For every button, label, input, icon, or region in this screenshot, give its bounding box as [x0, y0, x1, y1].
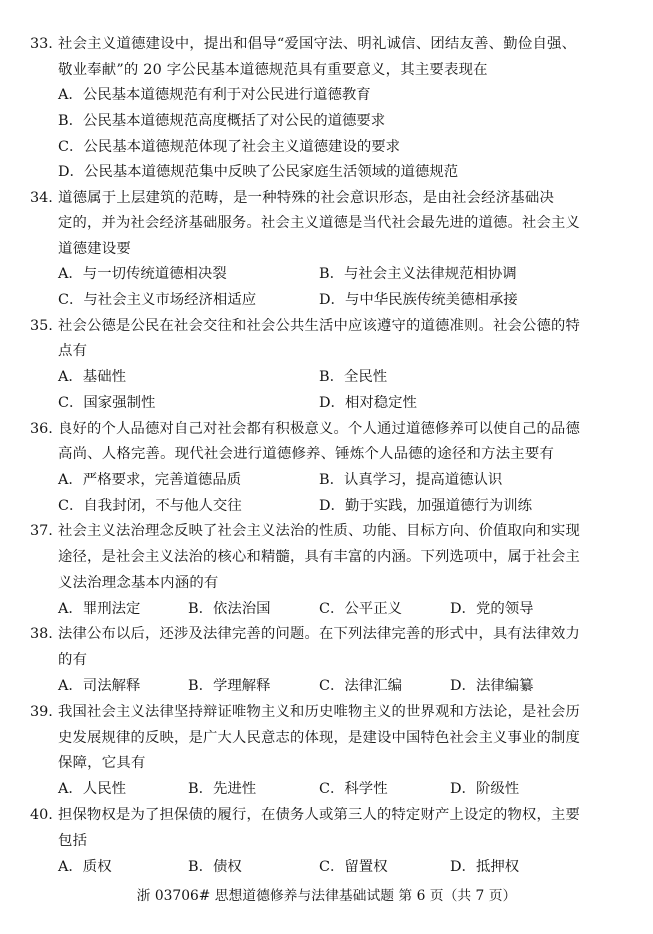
- option-a: [58, 676, 140, 696]
- option-letter: C．: [319, 678, 345, 694]
- option-text: 抵押权: [475, 859, 520, 875]
- option-text: 公民基本道德规范高度概括了对公民的道德要求: [82, 113, 386, 129]
- option-text: 勤于实践，加强道德行为训练: [344, 498, 533, 514]
- option-text: 阶级性: [475, 781, 520, 797]
- option-b: [188, 599, 271, 619]
- question-number: 33.: [30, 36, 53, 52]
- question-number: 38.: [30, 626, 53, 642]
- option-text: 罪刑法定: [82, 601, 141, 617]
- option-letter: A．: [58, 87, 83, 103]
- option-text: 国家强制性: [83, 395, 156, 411]
- option-letter: B．: [188, 601, 213, 617]
- option-d: [58, 162, 458, 182]
- option-d: [450, 599, 534, 619]
- option-c: [319, 857, 388, 877]
- question-stem-line: 敬业奉献”的 20 字公民基本道德规范具有重要意义，其主要表现在: [58, 62, 488, 78]
- option-letter: D．: [450, 859, 476, 875]
- option-letter: D．: [319, 498, 345, 514]
- option-c: [319, 779, 388, 799]
- question-stem-line: 社会主义道德建设中，提出和倡导“爱国守法、明礼诚信、团结友善、勤俭自强、: [58, 36, 577, 52]
- question-stem-line: 义法治理念基本内涵的有: [58, 575, 219, 591]
- option-text: 留置权: [344, 859, 388, 875]
- option-letter: B．: [188, 859, 213, 875]
- option-text: 学理解释: [212, 678, 271, 694]
- option-letter: B．: [319, 472, 344, 488]
- option-letter: B．: [58, 113, 83, 129]
- option-letter: C．: [319, 859, 345, 875]
- option-text: 依法治国: [212, 601, 271, 617]
- option-c: [58, 496, 242, 516]
- option-b: [188, 779, 256, 799]
- question-stem-line: 史发展规律的反映，是广大人民意志的体现，是建设中国特色社会主义事业的制度: [58, 730, 580, 746]
- option-text: 相对稳定性: [344, 395, 417, 411]
- option-text: 公民基本道德规范集中反映了公民家庭生活领域的道德规范: [83, 164, 459, 180]
- option-b: [188, 676, 271, 696]
- question-number: 40.: [30, 807, 53, 823]
- option-letter: B．: [188, 781, 213, 797]
- option-text: 质权: [82, 859, 112, 875]
- option-text: 先进性: [212, 781, 257, 797]
- page-footer: 浙 03706# 思想道德修养与法律基础试题 第 6 页（共 7 页）: [136, 888, 517, 904]
- option-text: 公平正义: [344, 601, 402, 617]
- option-c: [319, 676, 402, 696]
- option-text: 与社会主义市场经济相适应: [83, 292, 257, 308]
- option-c: [58, 393, 155, 413]
- option-letter: D．: [58, 164, 84, 180]
- question-number: 34.: [30, 190, 53, 206]
- option-text: 债权: [212, 859, 242, 875]
- option-letter: C．: [58, 395, 84, 411]
- option-text: 自我封闭，不与他人交往: [83, 498, 242, 514]
- option-d: [319, 393, 417, 413]
- question-stem-line: 道德属于上层建筑的范畴，是一种特殊的社会意识形态，是由社会经济基础决: [58, 190, 555, 206]
- question-stem-line: 包括: [58, 833, 88, 849]
- option-letter: A．: [58, 472, 83, 488]
- question-number: 36.: [30, 421, 53, 437]
- question-stem-line: 途径，是社会主义法治的核心和精髓，具有丰富的内涵。下列选项中，属于社会主: [58, 549, 580, 565]
- question-stem-line: 良好的个人品德对自己对社会都有积极意义。个人通过道德修养可以使自己的品德: [58, 421, 580, 437]
- option-text: 基础性: [82, 369, 126, 385]
- question-number: 39.: [30, 704, 53, 720]
- option-b: [188, 857, 242, 877]
- option-letter: A．: [58, 781, 83, 797]
- question-number: 35.: [30, 318, 53, 334]
- option-letter: D．: [319, 292, 345, 308]
- question-stem-line: 的有: [58, 652, 88, 668]
- option-letter: D．: [450, 678, 476, 694]
- option-d: [450, 779, 519, 799]
- option-text: 与中华民族传统美德相承接: [344, 292, 518, 308]
- option-letter: A．: [58, 859, 83, 875]
- option-a: [58, 85, 371, 105]
- option-letter: A．: [58, 601, 83, 617]
- option-text: 科学性: [344, 781, 388, 797]
- option-letter: B．: [319, 266, 344, 282]
- question-stem-line: 法律公布以后，还涉及法律完善的问题。在下列法律完善的形式中，具有法律效力: [58, 626, 580, 642]
- option-text: 与社会主义法律规范相协调: [343, 266, 517, 282]
- option-text: 公民基本道德规范有利于对公民进行道德教育: [82, 87, 371, 103]
- option-text: 严格要求，完善道德品质: [82, 472, 242, 488]
- option-text: 与一切传统道德相决裂: [82, 266, 227, 282]
- option-letter: A．: [58, 369, 83, 385]
- option-text: 认真学习，提高道德认识: [343, 472, 503, 488]
- option-letter: D．: [450, 781, 476, 797]
- option-text: 司法解释: [82, 678, 141, 694]
- option-a: [58, 779, 126, 799]
- option-letter: C．: [58, 498, 84, 514]
- option-text: 法律汇编: [344, 678, 402, 694]
- option-text: 党的领导: [475, 601, 534, 617]
- option-letter: B．: [188, 678, 213, 694]
- option-letter: C．: [319, 781, 345, 797]
- option-d: [319, 290, 518, 310]
- question-stem-line: 保障，它具有: [58, 755, 146, 771]
- option-a: [58, 470, 241, 490]
- question-stem-line: 我国社会主义法律坚持辩证唯物主义和历史唯物主义的世界观和方法论，是社会历: [58, 704, 580, 720]
- option-c: [58, 290, 256, 310]
- question-stem-line: 高尚、人格完善。现代社会进行道德修养、锤炼个人品德的途径和方法主要有: [58, 446, 555, 462]
- option-letter: D．: [319, 395, 345, 411]
- question-stem-line: 社会公德是公民在社会交往和社会公共生活中应该遵守的道德准则。社会公德的特: [58, 318, 580, 334]
- option-b: [319, 367, 387, 387]
- question-stem-line: 定的，并为社会经济基础服务。社会主义道德是当代社会最先进的道德。社会主义: [58, 215, 580, 231]
- option-d: [319, 496, 532, 516]
- option-letter: C．: [58, 139, 84, 155]
- option-c: [319, 599, 402, 619]
- option-letter: A．: [58, 266, 83, 282]
- option-letter: C．: [319, 601, 345, 617]
- option-letter: B．: [319, 369, 344, 385]
- question-stem-line: 点有: [58, 343, 88, 359]
- option-b: [58, 111, 385, 131]
- question-stem-line: 道德建设要: [58, 241, 131, 257]
- option-d: [450, 676, 534, 696]
- option-a: [58, 857, 112, 877]
- option-a: [58, 599, 140, 619]
- option-text: 法律编纂: [475, 678, 534, 694]
- option-text: 公民基本道德规范体现了社会主义道德建设的要求: [83, 139, 401, 155]
- option-c: [58, 137, 400, 157]
- option-letter: D．: [450, 601, 476, 617]
- option-letter: C．: [58, 292, 84, 308]
- option-text: 全民性: [343, 369, 388, 385]
- option-d: [450, 857, 519, 877]
- option-b: [319, 470, 502, 490]
- option-b: [319, 264, 517, 284]
- question-number: 37.: [30, 523, 53, 539]
- question-stem-line: 社会主义法治理念反映了社会主义法治的性质、功能、目标方向、价值取向和实现: [58, 523, 580, 539]
- option-a: [58, 264, 227, 284]
- option-a: [58, 367, 126, 387]
- option-letter: A．: [58, 678, 83, 694]
- question-stem-line: 担保物权是为了担保债的履行，在债务人或第三人的特定财产上设定的物权，主要: [58, 807, 580, 823]
- option-text: 人民性: [82, 781, 126, 797]
